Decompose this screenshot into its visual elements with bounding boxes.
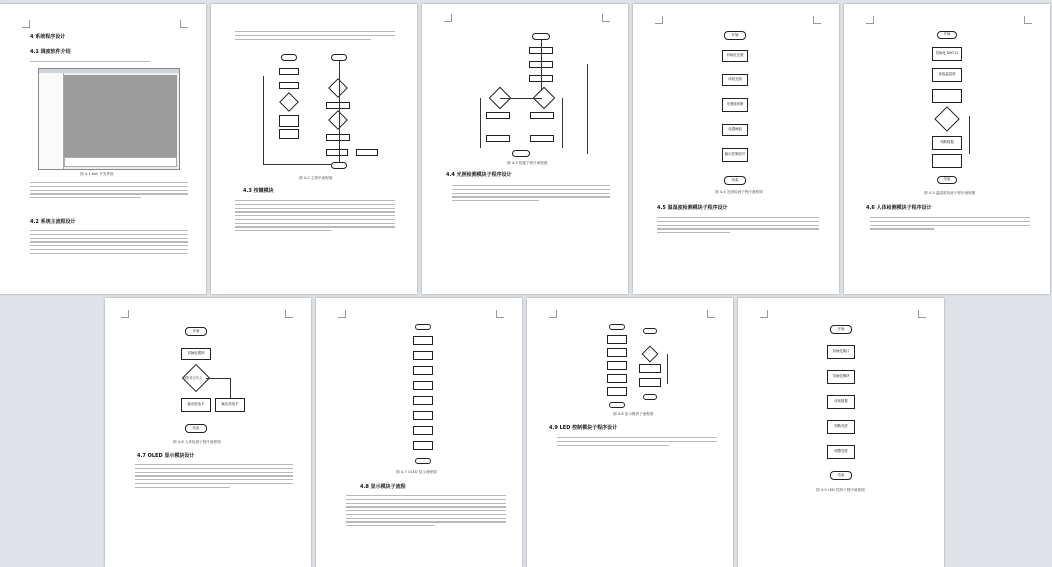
flow-node <box>932 154 962 168</box>
flow-node: 初始化端口 <box>827 345 855 359</box>
figure-caption: 图 4-9 LED 控制子程序流程图 <box>816 488 865 492</box>
flow-decision <box>328 78 348 98</box>
flow-node <box>512 150 530 157</box>
section-heading: 4 系统程序设计 <box>30 34 66 40</box>
flow-node: 光照值判断 <box>722 98 748 112</box>
flow-node: 结束 <box>830 471 852 480</box>
flow-node <box>607 361 627 370</box>
flow-node <box>326 134 350 141</box>
flow-node <box>413 336 433 345</box>
flow-node <box>486 112 510 119</box>
flow-node <box>279 68 299 75</box>
flow-node <box>326 149 348 156</box>
flow-node <box>607 335 627 344</box>
ide-screenshot <box>38 68 180 170</box>
flow-decision <box>328 110 348 130</box>
paragraph <box>452 185 610 204</box>
figure-caption: 图 4-6 人体检测子程序流程图 <box>173 440 221 444</box>
document-page-8 <box>527 298 733 567</box>
flow-node <box>607 374 627 383</box>
flow-node <box>532 33 550 40</box>
document-page-3 <box>422 4 628 294</box>
flow-node <box>279 82 299 89</box>
flow-node <box>413 366 433 375</box>
section-heading: 4.5 温湿度检测模块子程序设计 <box>657 205 728 211</box>
flow-node <box>356 149 378 156</box>
document-page-1 <box>0 4 206 294</box>
paragraph <box>30 61 150 65</box>
flow-node <box>413 411 433 420</box>
paragraph <box>30 182 188 201</box>
flow-node <box>279 129 299 139</box>
paragraph <box>135 464 293 490</box>
flow-node <box>326 102 350 109</box>
flow-node: 输出低电平 <box>181 398 211 412</box>
flow-node: 初始化模块 <box>181 348 211 360</box>
flow-node <box>609 402 625 408</box>
flow-node <box>413 351 433 360</box>
document-page-4 <box>633 4 839 294</box>
flow-node <box>281 54 297 61</box>
flow-node <box>643 328 657 334</box>
flow-node <box>530 135 554 142</box>
flow-node <box>413 441 433 450</box>
flow-node <box>413 381 433 390</box>
flow-node: 结束 <box>724 176 746 185</box>
section-heading: 4.2 系统主流程设计 <box>30 219 76 225</box>
paragraph <box>657 217 819 236</box>
flow-node <box>932 89 962 103</box>
document-page-5 <box>844 4 1050 294</box>
document-page-2 <box>211 4 417 294</box>
section-heading: 4.1 调度软件介绍 <box>30 49 71 55</box>
document-page-9 <box>738 298 944 567</box>
paragraph <box>346 495 506 529</box>
paragraph <box>235 200 395 234</box>
figure-caption: 图 4-1 Keil 开发界面 <box>80 172 114 176</box>
flow-node <box>279 115 299 127</box>
flow-node: 输出高电平 <box>215 398 245 412</box>
section-heading: 4.9 LED 控制模块子程序设计 <box>549 425 618 431</box>
flow-node: 开始 <box>937 31 957 39</box>
flow-node: 判断亮度 <box>827 420 855 434</box>
flow-node <box>530 112 554 119</box>
flow-node <box>331 54 347 61</box>
flow-decision <box>279 92 299 112</box>
paragraph <box>30 230 188 256</box>
document-page-6 <box>105 298 311 567</box>
flow-node <box>639 364 661 373</box>
flow-node: 结束 <box>185 424 207 433</box>
decision-label: 判断是否有人 <box>183 376 203 380</box>
flow-node: 开始 <box>830 325 852 334</box>
flow-node: 判断数据 <box>932 136 962 150</box>
flow-node <box>643 394 657 400</box>
flow-node: 设置阈值 <box>722 124 748 136</box>
paragraph <box>557 437 717 448</box>
flow-node: 读取温湿度 <box>932 68 962 82</box>
flow-node <box>609 324 625 330</box>
figure-caption: 图 4-4 光照检测子程序流程图 <box>715 190 763 194</box>
flow-node <box>413 426 433 435</box>
flow-node <box>415 458 431 464</box>
document-page-7 <box>316 298 522 567</box>
figure-caption: 图 4-8 显示模块子流程图 <box>613 412 654 416</box>
figure-caption: 图 4-2 主程序流程图 <box>299 176 333 180</box>
flow-node: 开始 <box>185 327 207 336</box>
flow-node: 读取数据 <box>827 395 855 409</box>
flow-node: 读取光照 <box>722 74 748 86</box>
flow-node: 调整亮度 <box>827 445 855 459</box>
flow-decision <box>934 106 959 131</box>
flow-node <box>607 348 627 357</box>
flow-node: 初始化 DHT11 <box>932 47 962 61</box>
section-heading: 4.8 显示模块子流程 <box>360 484 406 490</box>
paragraph <box>870 217 1030 232</box>
flow-decision <box>642 346 659 363</box>
flow-node <box>413 396 433 405</box>
section-heading: 4.6 人体检测模块子程序设计 <box>866 205 932 211</box>
figure-caption: 图 4-5 温湿度检测子程序流程图 <box>924 191 976 195</box>
flow-node <box>639 378 661 387</box>
flow-node: 开始 <box>724 31 746 40</box>
flow-node <box>331 162 347 169</box>
flow-node <box>415 324 431 330</box>
paragraph <box>235 31 395 42</box>
section-heading: 4.3 按键模块 <box>243 188 274 194</box>
flow-node: 结束 <box>937 176 957 184</box>
section-heading: 4.4 光照检测模块子程序设计 <box>446 172 512 178</box>
figure-caption: 图 4-7 OLED 显示流程图 <box>396 470 437 474</box>
flow-node <box>607 387 627 396</box>
section-heading: 4.7 OLED 显示模块设计 <box>137 453 195 459</box>
flow-node <box>486 135 510 142</box>
flow-node: 输出控制信号 <box>722 148 748 162</box>
flow-node: 初始化光照 <box>722 50 748 62</box>
flow-node: 初始化模块 <box>827 370 855 384</box>
figure-caption: 图 4-3 按键子程序流程图 <box>507 161 548 165</box>
